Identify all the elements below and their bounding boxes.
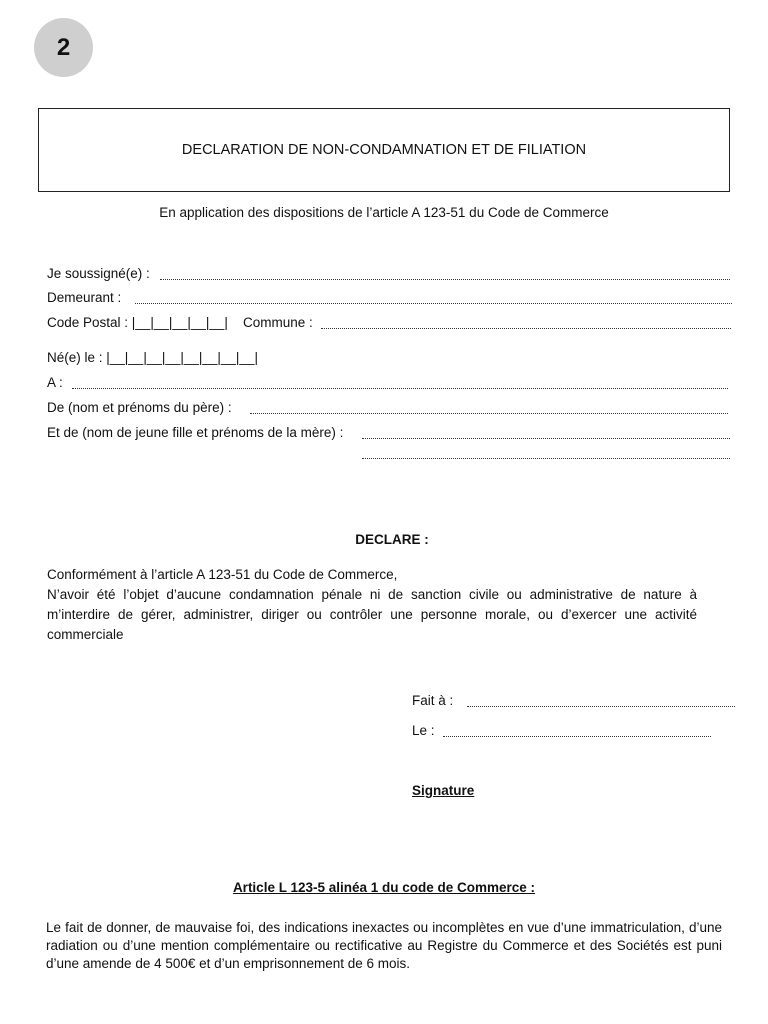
declare-heading: DECLARE : <box>355 532 429 547</box>
commune-label: Commune : <box>243 315 313 330</box>
birth-place-label: A : <box>47 375 63 390</box>
soussigne-label: Je soussigné(e) : <box>47 266 150 281</box>
fait-a-label: Fait à : <box>412 693 454 708</box>
declaration-line-1: Conformément à l’article A 123-51 du Code de Commerce, <box>47 567 398 582</box>
document-subtitle: En application des dispositions de l’article A 123-51 du Code de Commerce <box>159 205 609 220</box>
demeurant-field[interactable] <box>135 303 732 304</box>
birth-place-field[interactable] <box>72 388 728 389</box>
commune-field[interactable] <box>321 328 731 329</box>
code-postal-field[interactable]: Code Postal : |__|__|__|__|__| <box>47 315 228 330</box>
article-text: Le fait de donner, de mauvaise foi, des indications inexactes ou incomplètes en vue d’une immatriculation, d’une radiation ou d’une mention complémentaire ou rectificative au Registre du Commerce et des Sociétés est puni d’une amende de 4 500€ et d’un emprisonnement de 6 mois. <box>46 920 722 971</box>
date-label: Le : <box>412 723 435 738</box>
document-title: DECLARATION DE NON-CONDAMNATION ET DE FILIATION <box>181 142 587 158</box>
mother-label: Et de (nom de jeune fille et prénoms de la mère) : <box>47 425 344 440</box>
article-heading: Article L 123-5 alinéa 1 du code de Commerce : <box>232 880 536 895</box>
date-field[interactable] <box>443 736 711 737</box>
mother-field-continuation[interactable] <box>362 458 730 459</box>
signature-label: Signature <box>412 783 475 798</box>
declaration-body: N’avoir été l’objet d’aucune condamnation pénale ni de sanction civile ou administrative de nature à m’interdire de gérer, administrer, diriger ou contrôler une personne morale, ou d’exercer une activité commerciale <box>47 587 697 642</box>
soussigne-field[interactable] <box>160 279 730 280</box>
father-field[interactable] <box>250 413 728 414</box>
fait-a-field[interactable] <box>467 706 735 707</box>
father-label: De (nom et prénoms du père) : <box>47 400 232 415</box>
demeurant-label: Demeurant : <box>47 290 122 305</box>
birth-date-field[interactable]: Né(e) le : |__|__|__|__|__|__|__|__| <box>47 350 258 365</box>
document-title-box <box>38 108 730 192</box>
page-number-badge: 2 <box>34 18 93 77</box>
mother-field[interactable] <box>362 438 730 439</box>
